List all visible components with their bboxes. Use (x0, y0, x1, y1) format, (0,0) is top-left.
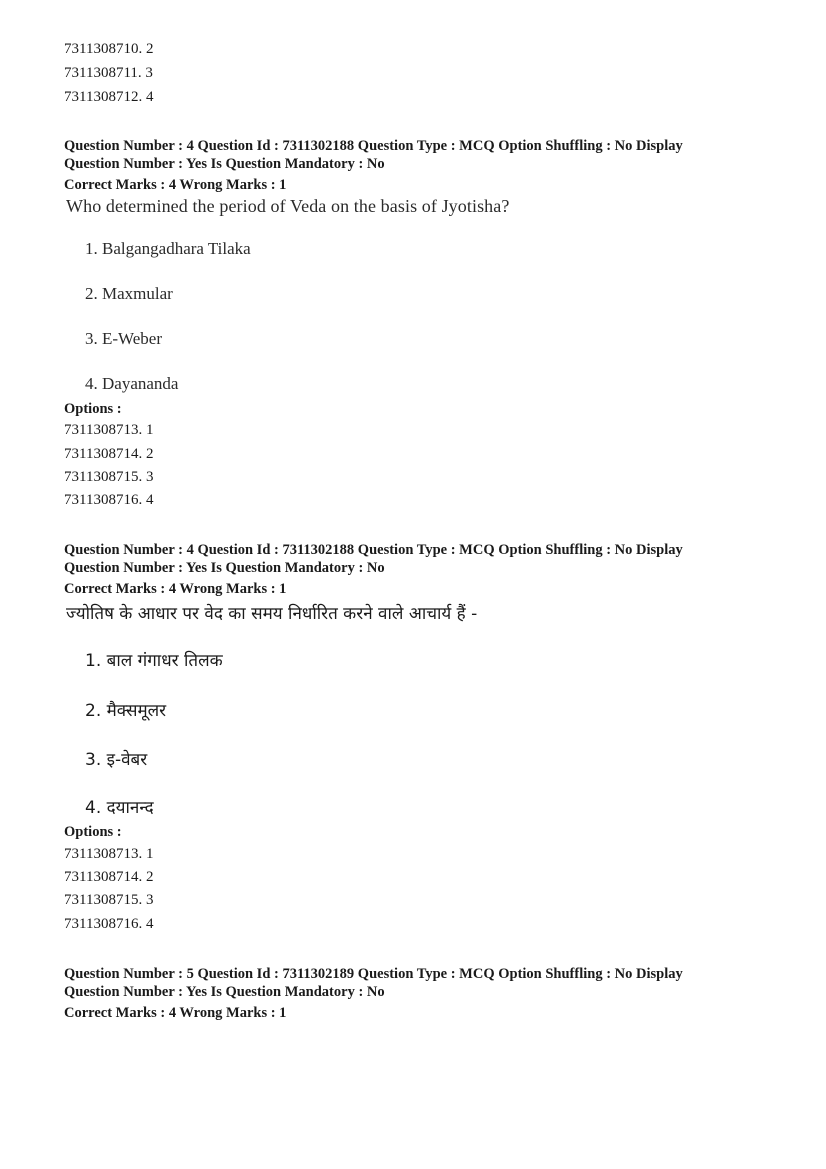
option-code: 7311308711. 3 (64, 65, 153, 81)
question-meta: Question Number : 4 Question Id : 7311302188 Question Type : MCQ Option Shuffling : No Display (64, 138, 683, 154)
answer-choice: 2. मैक्समूलर (85, 701, 167, 721)
option-code: 7311308713. 1 (64, 846, 154, 862)
options-label: Options : (64, 824, 122, 840)
question-text: Who determined the period of Veda on the basis of Jyotisha? (66, 196, 510, 216)
answer-choice: 3. E-Weber (85, 329, 162, 348)
answer-choice: 4. दयानन्द (85, 798, 154, 818)
answer-choice: 2. Maxmular (85, 284, 173, 303)
answer-choice: 1. Balgangadhara Tilaka (85, 239, 251, 258)
option-code: 7311308716. 4 (64, 916, 154, 932)
question-meta: Question Number : Yes Is Question Mandatory : No (64, 984, 385, 1000)
options-label: Options : (64, 401, 122, 417)
option-code: 7311308716. 4 (64, 492, 154, 508)
option-code: 7311308715. 3 (64, 469, 154, 485)
question-marks: Correct Marks : 4 Wrong Marks : 1 (64, 177, 287, 193)
option-code: 7311308714. 2 (64, 446, 154, 462)
option-code: 7311308712. 4 (64, 89, 154, 105)
question-marks: Correct Marks : 4 Wrong Marks : 1 (64, 581, 287, 597)
question-meta: Question Number : Yes Is Question Mandatory : No (64, 560, 385, 576)
answer-choice: 3. इ-वेबर (85, 750, 148, 770)
question-marks: Correct Marks : 4 Wrong Marks : 1 (64, 1005, 287, 1021)
option-code: 7311308710. 2 (64, 41, 154, 57)
option-code: 7311308713. 1 (64, 422, 154, 438)
answer-choice: 1. बाल गंगाधर तिलक (85, 651, 223, 671)
question-meta: Question Number : 5 Question Id : 7311302189 Question Type : MCQ Option Shuffling : No Display (64, 966, 683, 982)
question-text: ज्योतिष के आधार पर वेद का समय निर्धारित करने वाले आचार्य हैं - (66, 604, 478, 624)
option-code: 7311308714. 2 (64, 869, 154, 885)
option-code: 7311308715. 3 (64, 892, 154, 908)
question-meta: Question Number : 4 Question Id : 7311302188 Question Type : MCQ Option Shuffling : No Display (64, 542, 683, 558)
answer-choice: 4. Dayananda (85, 374, 179, 393)
question-meta: Question Number : Yes Is Question Mandatory : No (64, 156, 385, 172)
